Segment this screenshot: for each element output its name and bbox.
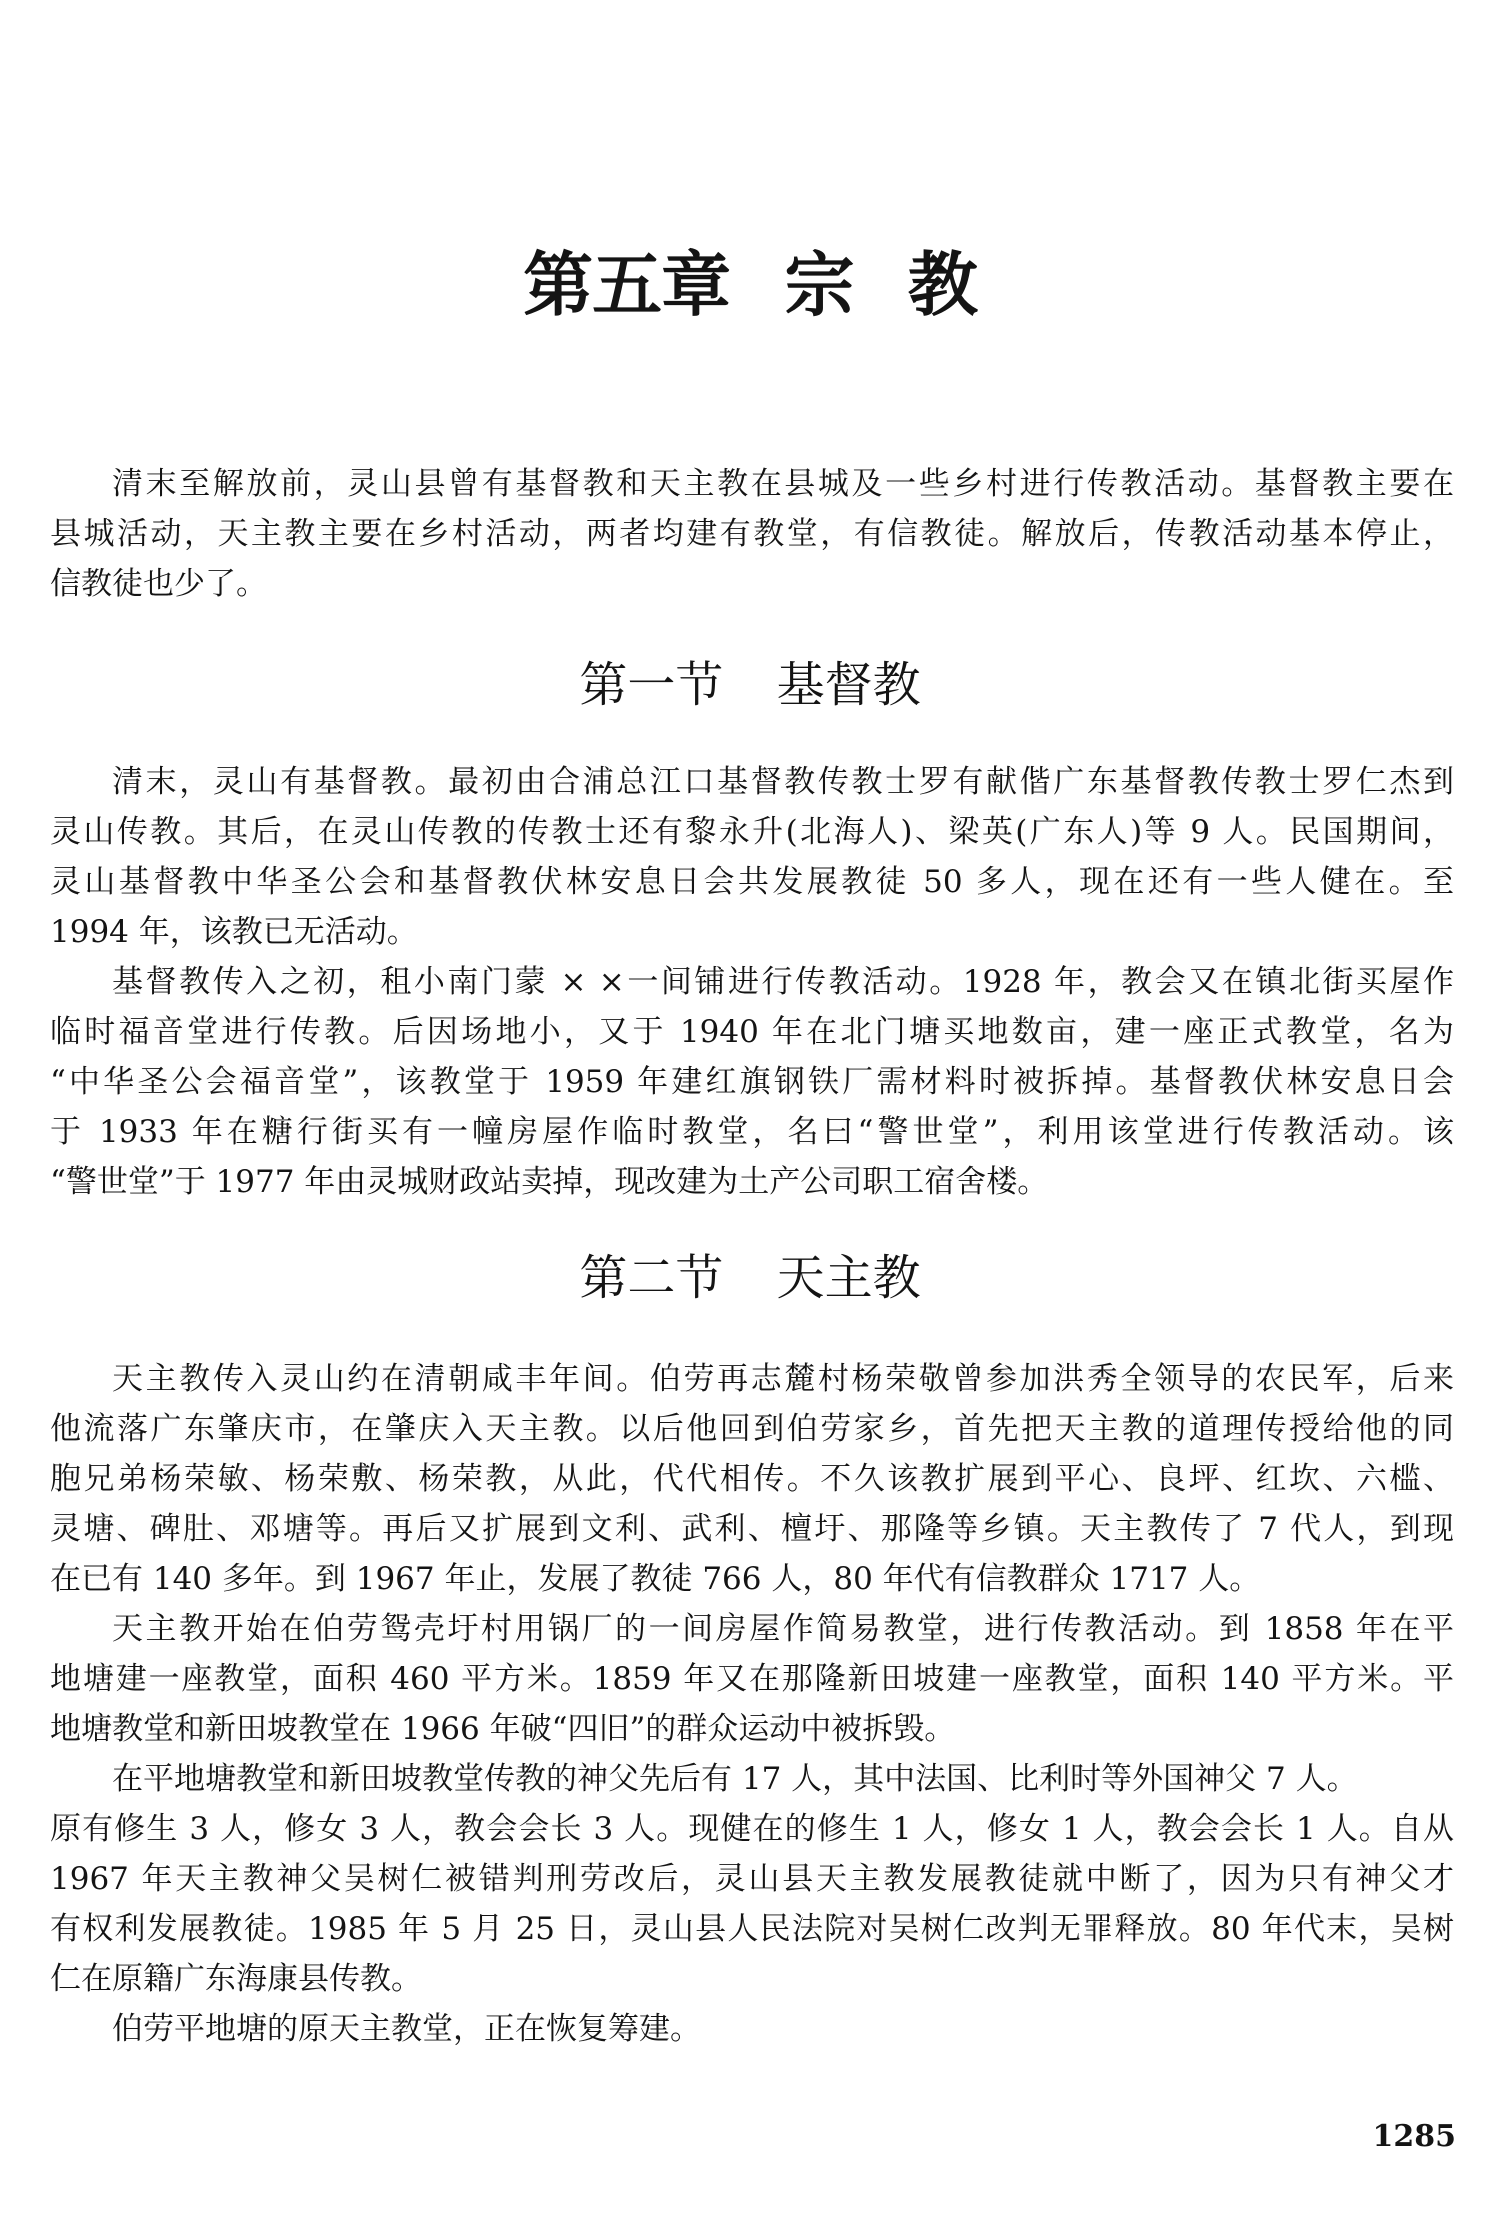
text-line: 于 1933 年在糖行街买有一幢房屋作临时教堂，名曰“警世堂”，利用该堂进行传教活动。该 xyxy=(50,1114,1454,1150)
paragraph xyxy=(50,757,1454,957)
text-line: 他流落广东肇庆市，在肇庆入天主教。以后他回到伯劳家乡，首先把天主教的道理传授给他的同 xyxy=(50,1411,1454,1447)
text-line: “警世堂”于 1977 年由灵城财政站卖掉，现改建为土产公司职工宿舍楼。 xyxy=(50,1164,1049,1200)
text-line: 原有修生 3 人，修女 3 人，教会会长 3 人。现健在的修生 1 人，修女 1 人，教会会长 1 人。自从 xyxy=(50,1811,1454,1847)
text-line: 清末至解放前，灵山县曾有基督教和天主教在县城及一些乡村进行传教活动。基督教主要在 xyxy=(112,466,1454,502)
text-line: 信教徒也少了。 xyxy=(50,566,267,602)
text-line: 在已有 140 多年。到 1967 年止，发展了教徒 766 人，80 年代有信教群众 1717 人。 xyxy=(50,1561,1261,1597)
text-line: 灵山传教。其后，在灵山传教的传教士还有黎永升(北海人)、梁英(广东人)等 9 人。民国期间， xyxy=(50,814,1454,850)
text-line: 天主教传入灵山约在清朝咸丰年间。伯劳再志麓村杨荣敬曾参加洪秀全领导的农民军，后来 xyxy=(112,1361,1454,1397)
paragraph xyxy=(50,1754,1454,2004)
text-line: 在平地塘教堂和新田坡教堂传教的神父先后有 17 人，其中法国、比利时等外国神父 7 人。 xyxy=(112,1761,1358,1797)
paragraph xyxy=(50,2004,1454,2054)
text-line: 天主教开始在伯劳鸳壳圩村用锅厂的一间房屋作简易教堂，进行传教活动。到 1858 年在平 xyxy=(112,1611,1454,1647)
text-line: 1994 年，该教已无活动。 xyxy=(50,914,418,950)
text-line: 基督教传入之初，租小南门蒙 × ×一间铺进行传教活动。1928 年，教会又在镇北街买屋作 xyxy=(112,964,1454,1000)
text-line: 清末，灵山有基督教。最初由合浦总江口基督教传教士罗有献偕广东基督教传教士罗仁杰到 xyxy=(112,764,1454,800)
text-line: 1967 年天主教神父吴树仁被错判刑劳改后，灵山县天主教发展教徒就中断了，因为只有神父才 xyxy=(50,1861,1454,1897)
chapter-title: 第五章 宗 教 xyxy=(523,243,977,326)
paragraph xyxy=(50,957,1454,1207)
text-line: 仁在原籍广东海康县传教。 xyxy=(50,1961,422,1997)
text-line: 胞兄弟杨荣敏、杨荣敷、杨荣教，从此，代代相传。不久该教扩展到平心、良坪、红坎、六槛、 xyxy=(50,1461,1454,1497)
text-line: 地塘建一座教堂，面积 460 平方米。1859 年又在那隆新田坡建一座教堂，面积 140 平方米。平 xyxy=(50,1661,1454,1697)
paragraph xyxy=(50,1354,1454,1604)
page-number: 1285 xyxy=(1372,2119,1456,2154)
text-line: 临时福音堂进行传教。后因场地小，又于 1940 年在北门塘买地数亩，建一座正式教堂，名为 xyxy=(50,1014,1454,1050)
text-line: 伯劳平地塘的原天主教堂，正在恢复筹建。 xyxy=(112,2011,701,2047)
paragraph xyxy=(50,1604,1454,1754)
text-line: 地塘教堂和新田坡教堂在 1966 年破“四旧”的群众运动中被拆毁。 xyxy=(50,1711,956,1747)
section-heading-christianity: 第一节 基督教 xyxy=(579,657,921,713)
text-line: 灵山基督教中华圣公会和基督教伏林安息日会共发展教徒 50 多人，现在还有一些人健在。至 xyxy=(50,864,1454,900)
text-line: “中华圣公会福音堂”，该教堂于 1959 年建红旗钢铁厂需材料时被拆掉。基督教伏林安息日会 xyxy=(50,1064,1454,1100)
text-line: 灵塘、碑肚、邓塘等。再后又扩展到文利、武利、檀圩、那隆等乡镇。天主教传了 7 代人，到现 xyxy=(50,1511,1454,1547)
text-line: 县城活动，天主教主要在乡村活动，两者均建有教堂，有信教徒。解放后，传教活动基本停止， xyxy=(50,516,1454,552)
intro-paragraph xyxy=(50,459,1454,609)
text-line: 有权利发展教徒。1985 年 5 月 25 日，灵山县人民法院对吴树仁改判无罪释放。80 年代末，吴树 xyxy=(50,1911,1454,1947)
section-body xyxy=(50,1354,1454,2054)
section-heading-catholicism: 第二节 天主教 xyxy=(579,1250,921,1306)
section-body xyxy=(50,757,1454,1207)
